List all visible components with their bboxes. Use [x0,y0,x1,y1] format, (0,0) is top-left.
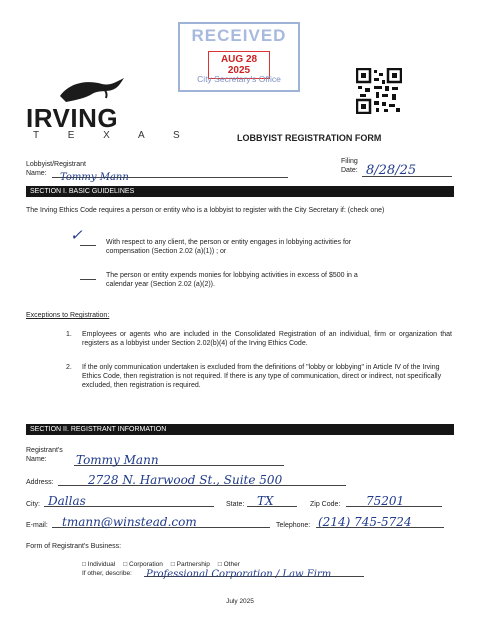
exceptions-title: Exceptions to Registration: [26,312,110,319]
registrant-name-field[interactable]: Tommy Mann [74,451,284,466]
zip-field[interactable]: 75201 [346,492,442,507]
address-field[interactable]: 2728 N. Harwood St., Suite 500 [58,471,346,486]
option-1-text: With respect to any client, the person or entity engages in lobbying activities for compensation (Section 2.02 (a)(1)) ; or [106,239,352,255]
telephone-label: Telephone: [276,522,311,529]
section-1-heading: SECTION I. BASIC GUIDELINES [26,186,454,197]
qr-code-icon [356,68,402,114]
stamp-received-text: RECEIVED [191,26,287,45]
stamp-date: AUG 28 2025 [208,51,270,79]
logo-city: IRVING [26,103,119,133]
city-field[interactable]: Dallas [44,492,214,507]
filing-date-label: Filing Date: [341,158,358,174]
business-option-partnership[interactable]: □ Partnership [170,561,210,568]
exception-2-number: 2. [66,364,72,371]
business-option-individual[interactable]: □ Individual [82,561,116,568]
footer-date: July 2025 [226,598,254,605]
lobbyist-name-field[interactable]: Tommy Mann [52,167,288,178]
lobbyist-name-label: Lobbyist/Registrant Name: [26,161,86,177]
option-2-text: The person or entity expends monies for lobbying activities in excess of $500 in a calendar year (Section 2.02 (a)(2)). [106,272,358,288]
section-2-heading: SECTION II. REGISTRANT INFORMATION [26,424,454,435]
other-describe-label: If other, describe: [82,570,132,577]
business-option-corporation[interactable]: □ Corporation [123,561,163,568]
zip-label: Zip Code: [310,501,341,508]
exception-1-text: Employees or agents who are included in the Consolidated Registration of an individual, firm or organization that registers as a lobbyist under Section 2.02(b)(4) of the Irving Ethics Code. [82,331,452,347]
option-1-blank[interactable] [80,245,96,246]
state-label: State: [226,501,245,508]
logo-state: T E X A S [33,130,193,141]
mustang-logo-icon [58,76,130,104]
registrant-name-label: Registrant's Name: [26,447,63,463]
business-option-other[interactable]: □ Other [217,561,240,568]
exception-1-number: 1. [66,331,72,338]
telephone-field[interactable]: (214) 745-5724 [316,513,444,528]
received-stamp [178,22,300,92]
email-label: E-mail: [26,522,48,529]
business-form-label: Form of Registrant's Business: [26,543,122,550]
other-describe-field[interactable]: Professional Corporation / Law Firm [144,564,364,577]
form-title: LOBBYIST REGISTRATION FORM [237,133,382,143]
option-2-blank[interactable] [80,279,96,280]
email-field[interactable]: tmann@winstead.com [52,513,270,528]
stamp-office: City Secretary's Office [197,74,281,84]
state-field[interactable]: TX [247,492,297,507]
option-1-checkmark: ✓ [70,226,83,244]
address-label: Address: [26,479,54,486]
exception-2-text: If the only communication undertaken is excluded from the definitions of "lobby or lobbying" in Article IV of the Irving Ethics Code, then registration is not required. If there is any type of communication, direct or indirect, not specifically excluded, then registration is required. [82,364,442,389]
city-label: City: [26,501,40,508]
filing-date-field[interactable]: 8/28/25 [362,161,452,177]
section-1-intro: The Irving Ethics Code requires a person or entity who is a lobbyist to register with the City Secretary if: (check one) [26,207,385,214]
